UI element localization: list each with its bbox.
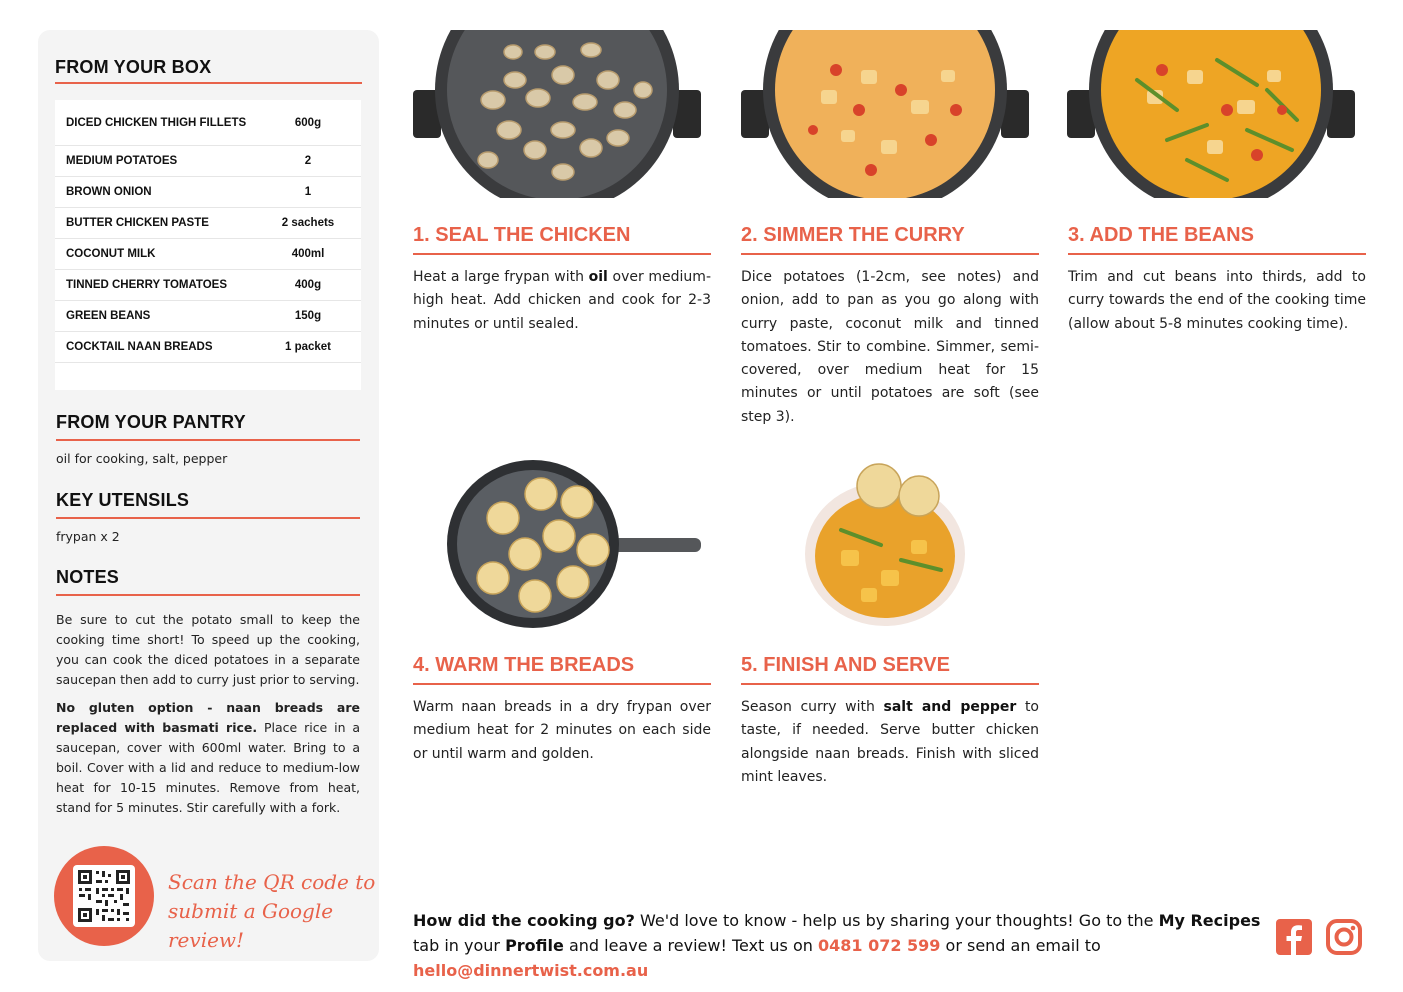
from-your-box-title: FROM YOUR BOX (55, 57, 212, 77)
text-span: Heat a large frypan with (413, 269, 589, 285)
step-5-text (741, 696, 1039, 789)
step-3-title: 3. ADD THE BEANS (1068, 224, 1254, 246)
divider (56, 594, 360, 596)
no-gluten-heading: No gluten option - naan breads are replaced with basmati rice. (56, 700, 360, 735)
pantry-text: oil for cooking, salt, pepper (56, 451, 228, 466)
ingredient-qty: 1 (304, 186, 312, 198)
qr-badge (54, 846, 154, 946)
divider (56, 439, 360, 441)
divider (1068, 253, 1366, 255)
ingredient-name: TINNED CHERRY TOMATOES (66, 279, 228, 291)
ingredient-qty: 150g (294, 310, 322, 322)
table-row (55, 239, 361, 270)
step-1-image (413, 30, 701, 198)
step-4-image (413, 460, 701, 628)
instagram-icon[interactable] (1325, 918, 1363, 956)
ingredient-qty: 400g (294, 279, 322, 291)
divider (55, 82, 362, 84)
ingredient-name: COCKTAIL NAAN BREADS (66, 341, 213, 353)
feedback-footer (413, 908, 1263, 983)
ingredient-qty: 1 packet (284, 341, 332, 353)
ingredient-table (55, 100, 361, 390)
from-your-pantry-title: FROM YOUR PANTRY (56, 412, 246, 432)
table-row (55, 177, 361, 208)
facebook-icon[interactable] (1275, 918, 1313, 956)
text-span: to taste, if needed. Serve butter chicken alongside naan breads. Finish with sliced mint leaves. (741, 699, 1039, 785)
step-5-image (741, 460, 1029, 628)
divider (741, 683, 1039, 685)
table-row (55, 301, 361, 332)
text-span: We'd love to know - help us by sharing your thoughts! Go to the (634, 911, 1159, 930)
bold-span: oil (588, 269, 608, 285)
ingredient-name: BROWN ONION (66, 186, 152, 198)
ingredient-name: DICED CHICKEN THIGH FILLETS (66, 116, 247, 129)
text-span: over medium-high heat. Add chicken and cook for 2-3 minutes or until sealed. (413, 269, 711, 332)
table-row (55, 146, 361, 177)
ingredient-qty: 2 sachets (281, 217, 335, 229)
text-span: and leave a review! Text us on (563, 936, 818, 955)
text-span: or send an email to (940, 936, 1101, 955)
qr-caption-line-2: submit a Google review! (168, 899, 334, 952)
step-3-image (1067, 30, 1355, 198)
utensils-section (56, 490, 360, 547)
text-span: tab in your (413, 936, 506, 955)
ingredient-qty: 400ml (291, 248, 325, 260)
pantry-section (56, 412, 360, 469)
ingredient-name: BUTTER CHICKEN PASTE (66, 217, 209, 229)
qr-caption (168, 868, 379, 955)
notes-paragraph-1: Be sure to cut the potato small to keep the cooking time short! To speed up the cooking, you can cook the diced potatoes in a separate saucepan then add to curry just prior to serving. (56, 612, 360, 687)
footer-question: How did the cooking go? (413, 911, 635, 930)
text-span: Season curry with (741, 699, 884, 715)
step-2-title: 2. SIMMER THE CURRY (741, 224, 965, 246)
step-4-title: 4. WARM THE BREADS (413, 654, 635, 676)
step-1-title: 1. SEAL THE CHICKEN (413, 224, 631, 246)
step-2-image (741, 30, 1029, 198)
step-1-text (413, 266, 711, 336)
qr-caption-line-1: Scan the QR code to (168, 870, 376, 894)
my-recipes-label: My Recipes (1158, 911, 1261, 930)
step-3-text: Trim and cut beans into thirds, add to curry towards the end of the cooking time (allow about 5-8 minutes cooking time). (1068, 269, 1366, 332)
ingredient-name: MEDIUM POTATOES (66, 155, 178, 167)
phone-link[interactable]: 0481 072 599 (817, 936, 941, 955)
table-row (55, 270, 361, 301)
step-2-text: Dice potatoes (1-2cm, see notes) and onion, add to pan as you go along with curry paste, coconut milk and tinned tomatoes. Stir to combine. Simmer, semi-covered, over medium heat for 15 minutes or until potatoes are soft (see step 3). (741, 269, 1039, 425)
divider (413, 253, 711, 255)
key-utensils-title: KEY UTENSILS (56, 490, 190, 510)
bold-span: salt and pepper (883, 699, 1017, 715)
profile-label: Profile (505, 936, 564, 955)
divider (413, 683, 711, 685)
table-row (55, 100, 361, 146)
ingredient-name: GREEN BEANS (66, 310, 151, 322)
notes-section (56, 567, 360, 818)
notes-title: NOTES (56, 567, 120, 587)
notes-paragraph-2 (56, 698, 360, 818)
email-link[interactable]: hello@dinnertwist.com.au (413, 961, 649, 980)
ingredient-qty: 600g (294, 116, 322, 129)
divider (56, 517, 360, 519)
qr-code-icon[interactable] (73, 865, 135, 927)
step-5-title: 5. FINISH AND SERVE (741, 654, 950, 676)
sidebar (38, 30, 379, 961)
table-row (55, 332, 361, 363)
ingredient-name: COCONUT MILK (66, 248, 156, 260)
table-row (55, 208, 361, 239)
utensils-text: frypan x 2 (56, 529, 120, 544)
step-4-text: Warm naan breads in a dry frypan over medium heat for 2 minutes on each side or until warm and golden. (413, 699, 711, 762)
ingredient-qty: 2 (304, 155, 312, 167)
no-gluten-text: Place rice in a saucepan, cover with 600ml water. Bring to a boil. Cover with a lid and reduce to medium-low heat for 10-15 minutes. Remove from heat, stand for 5 minutes. Stir carefully with a fork. (56, 720, 360, 815)
divider (741, 253, 1039, 255)
